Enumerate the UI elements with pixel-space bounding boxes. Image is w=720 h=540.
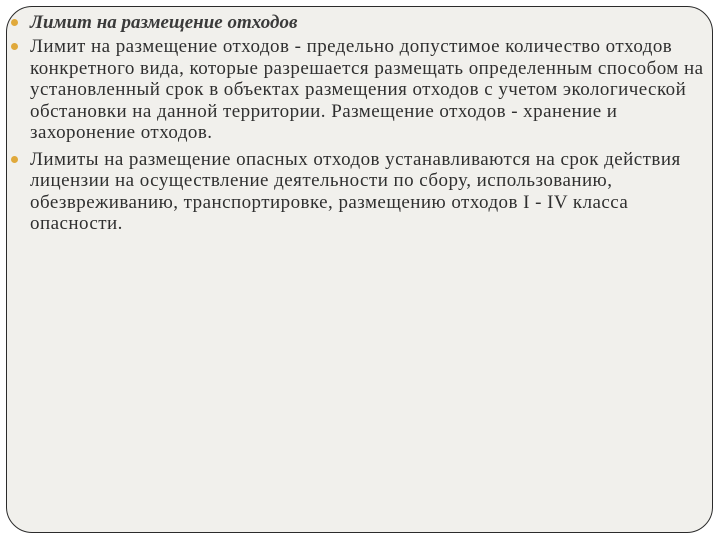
paragraph-definition: Лимит на размещение отходов - предельно допустимое количество отходов конкретного вида, которые разрешается размещать определенным способом на установленный срок в объектах размещения отходов с учетом экологической обстановки на данной территории. Размещение отходов - хранение и захоронение отходов. xyxy=(30,36,704,143)
bullet-item-limits xyxy=(10,149,710,235)
bullet-item-title xyxy=(10,12,710,34)
bullet-icon xyxy=(11,43,18,50)
slide-content xyxy=(10,12,710,235)
bullet-icon xyxy=(11,156,18,163)
bullet-icon xyxy=(11,19,18,26)
bullet-item-definition xyxy=(10,36,710,144)
paragraph-limits: Лимиты на размещение опасных отходов устанавливаются на срок действия лицензии на осуществление деятельности по сбору, использованию, обезвреживанию, транспортировке, размещению отходов I - IV класса опасности. xyxy=(30,148,681,234)
slide-title: Лимит на размещение отходов xyxy=(30,12,298,33)
